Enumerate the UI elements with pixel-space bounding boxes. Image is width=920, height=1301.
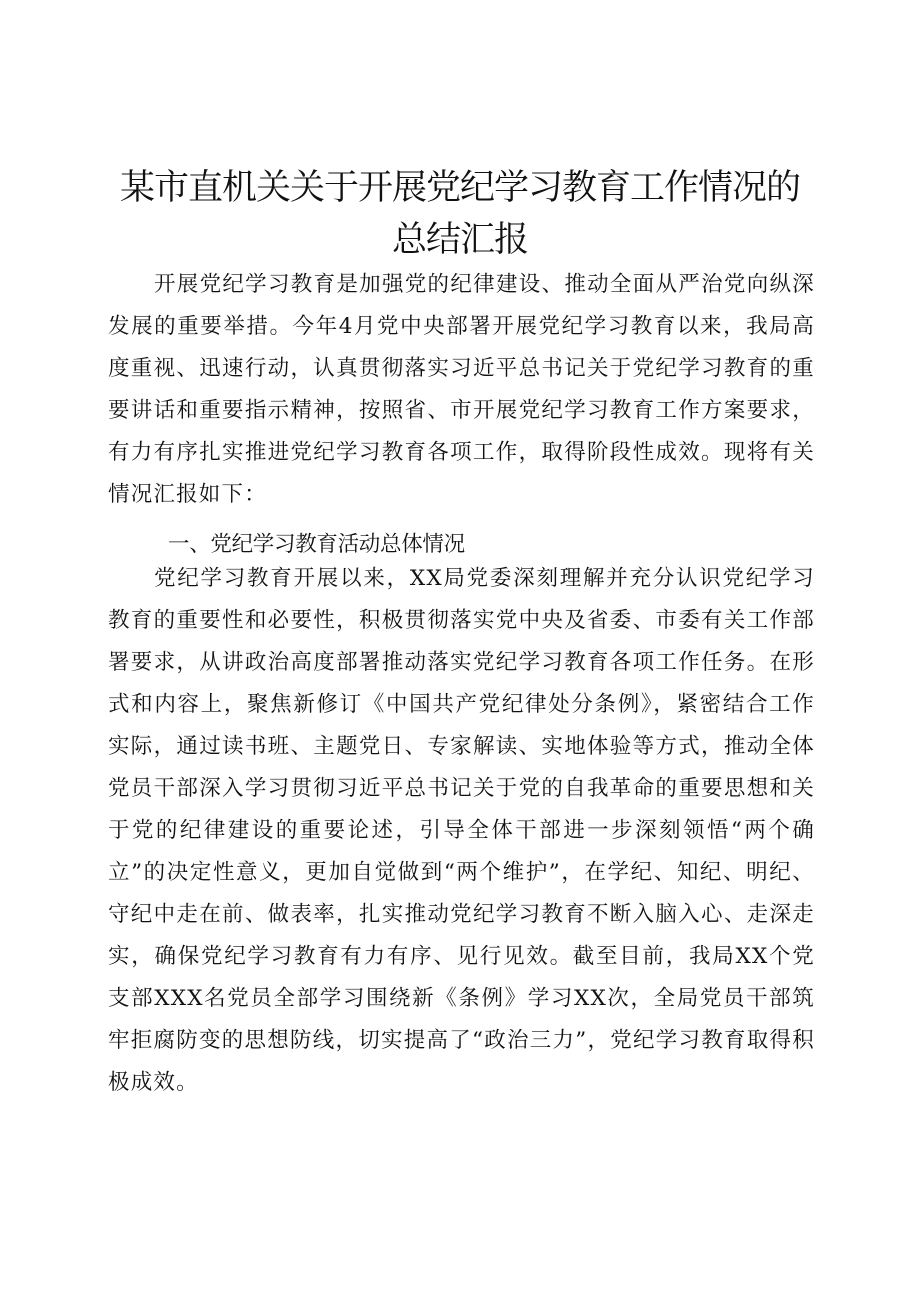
document-title-line-1: 某市直机关关于开展党纪学习教育工作情况的 [119, 168, 800, 208]
document-title-line-2: 总结汇报 [391, 220, 528, 260]
section-1-heading: 一、党纪学习教育活动总体情况 [168, 532, 465, 557]
intro-paragraph: 开展党纪学习教育是加强党的纪律建设、推动全面从严治党向纵深发展的重要举措。今年4月党中央部署开展党纪学习教育以来，我局高度重视、迅速行动，认真贯彻落实习近平总书记关于党纪学习教育的重要讲话和重要指示精神，按照省、市开展党纪学习教育工作方案要求，有力有序扎实推进党纪学习教育各项工作，取得阶段性成效。现将有关情况汇报如下： [108, 272, 815, 507]
section-1-paragraph: 党纪学习教育开展以来，XX局党委深刻理解并充分认识党纪学习教育的重要性和必要性，积极贯彻落实党中央及省委、市委有关工作部署要求，从讲政治高度部署推动落实党纪学习教育各项工作任务。在形式和内容上，聚焦新修订《中国共产党纪律处分条例》，紧密结合工作实际，通过读书班、主题党日、专家解读、实地体验等方式，推动全体党员干部深入学习贯彻习近平总书记关于党的自我革命的重要思想和关于党的纪律建设的重要论述，引导全体干部进一步深刻领悟“两个确立”的决定性意义，更加自觉做到“两个维护”，在学纪、知纪、明纪、守纪中走在前、做表率，扎实推动党纪学习教育不断入脑入心、走深走实，确保党纪学习教育有力有序、见行见效。截至目前，我局XX个党支部XXX名党员全部学习围绕新《条例》学习XX次，全局党员干部筑牢拒腐防变的思想防线，切实提高了“政治三力”，党纪学习教育取得积极成效。 [108, 566, 815, 1095]
